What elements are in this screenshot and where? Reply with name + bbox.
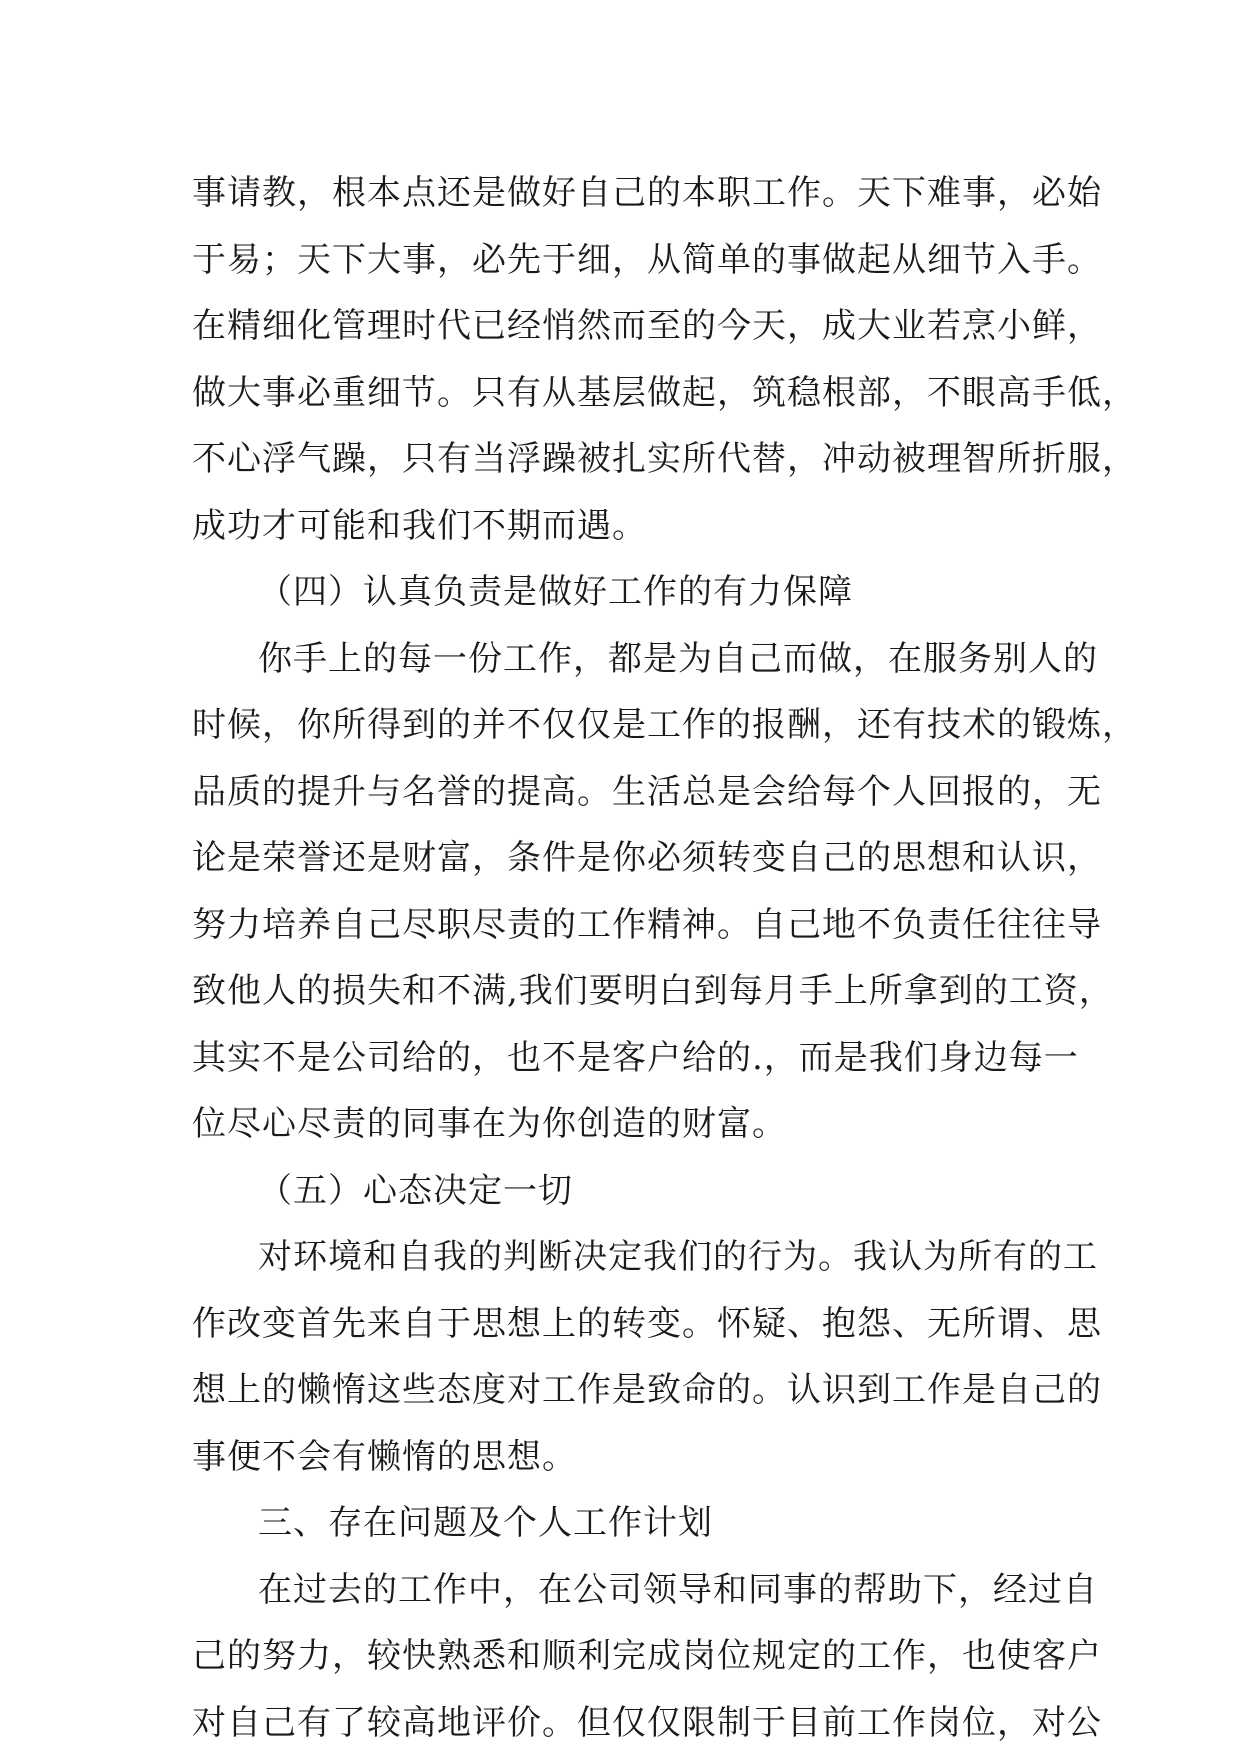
text-line: 在精细化管理时代已经悄然而至的今天，成大业若烹小鲜， — [192, 293, 1072, 360]
text-line: 不心浮气躁，只有当浮躁被扎实所代替，冲动被理智所折服， — [192, 426, 1072, 493]
text-line: 你手上的每一份工作，都是为自己而做，在服务别人的 — [192, 626, 1072, 693]
text-line: 做大事必重细节。只有从基层做起，筑稳根部，不眼高手低， — [192, 360, 1072, 427]
text-line: 对自己有了较高地评价。但仅仅限制于目前工作岗位，对公 — [192, 1690, 1072, 1756]
section-heading: （四）认真负责是做好工作的有力保障 — [192, 559, 1072, 626]
text-line: 己的努力，较快熟悉和顺利完成岗位规定的工作，也使客户 — [192, 1623, 1072, 1690]
text-line: 于易；天下大事，必先于细，从简单的事做起从细节入手。 — [192, 227, 1072, 294]
text-line: 想上的懒惰这些态度对工作是致命的。认识到工作是自己的 — [192, 1357, 1072, 1424]
text-line: 致他人的损失和不满,我们要明白到每月手上所拿到的工资， — [192, 958, 1072, 1025]
text-line: 位尽心尽责的同事在为你创造的财富。 — [192, 1091, 1072, 1158]
text-line: 论是荣誉还是财富，条件是你必须转变自己的思想和认识， — [192, 825, 1072, 892]
text-line: 事便不会有懒惰的思想。 — [192, 1424, 1072, 1491]
section-heading: （五）心态决定一切 — [192, 1158, 1072, 1225]
text-line: 时候，你所得到的并不仅仅是工作的报酬，还有技术的锻炼， — [192, 692, 1072, 759]
body-text — [192, 160, 1072, 1756]
text-line: 事请教，根本点还是做好自己的本职工作。天下难事，必始 — [192, 160, 1072, 227]
text-line: 努力培养自己尽职尽责的工作精神。自己地不负责任往往导 — [192, 892, 1072, 959]
text-line: 品质的提升与名誉的提高。生活总是会给每个人回报的，无 — [192, 759, 1072, 826]
section-heading: 三、存在问题及个人工作计划 — [192, 1490, 1072, 1557]
text-line: 对环境和自我的判断决定我们的行为。我认为所有的工 — [192, 1224, 1072, 1291]
text-line: 其实不是公司给的，也不是客户给的.，而是我们身边每一 — [192, 1025, 1072, 1092]
text-line: 作改变首先来自于思想上的转变。怀疑、抱怨、无所谓、思 — [192, 1291, 1072, 1358]
text-line: 在过去的工作中，在公司领导和同事的帮助下，经过自 — [192, 1557, 1072, 1624]
text-line: 成功才可能和我们不期而遇。 — [192, 493, 1072, 560]
